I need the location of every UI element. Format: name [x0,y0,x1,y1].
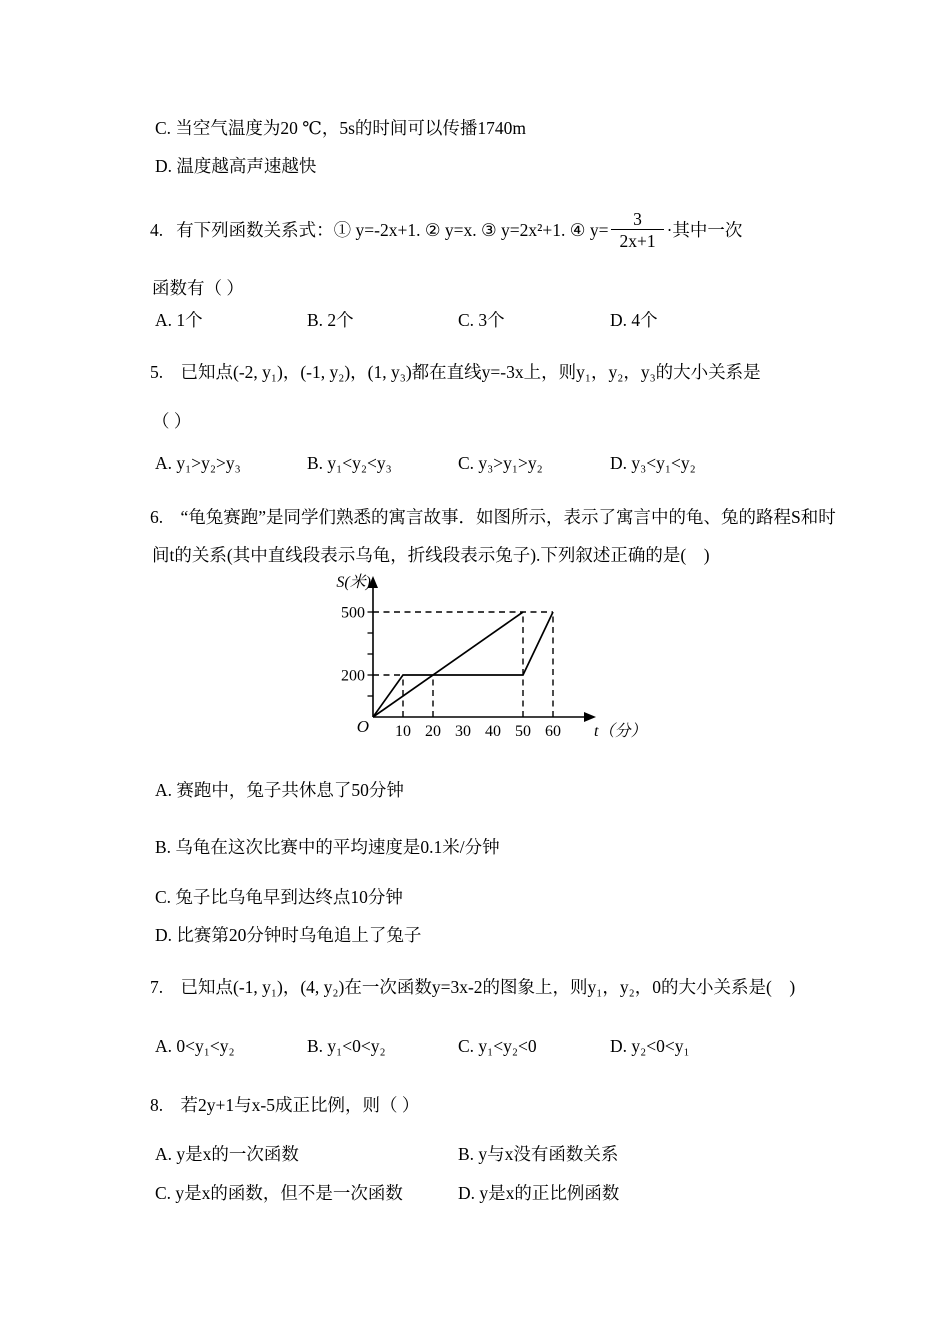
q4-option-a: A. 1个 [155,310,203,330]
q4-fraction-denominator: 2x+1 [611,229,663,251]
q5-number: 5. [150,362,164,382]
q6-option-c: C. 兔子比乌龟早到达终点10分钟 [155,887,403,907]
q8-stem [150,1094,419,1116]
q5-option-d: D. y₃<y₁<y₂ [610,453,696,473]
svg-text:40: 40 [485,723,501,740]
q4-option-d: D. 4个 [610,310,658,330]
q8-option-c: C. y是x的函数，但不是一次函数 [155,1183,403,1203]
svg-text:t（分）: t（分） [594,723,645,740]
svg-text:O: O [356,717,369,736]
q6-option-d: D. 比赛第20分钟时乌龟追上了兔子 [155,925,422,945]
svg-text:S(米): S(米) [336,574,371,591]
svg-text:200: 200 [341,667,365,685]
turtle-rabbit-chart-figure [315,572,645,757]
q6-stem-line2: 间t的关系(其中直线段表示乌龟，折线段表示兔子).下列叙述正确的是( ) [152,545,710,565]
q5-stem-line2: （ ） [152,411,192,431]
q4-option-c: C. 3个 [458,310,505,330]
q8-option-a: A. y是x的一次函数 [155,1144,299,1164]
q4-stem-line2: 函数有（ ） [152,278,244,298]
svg-text:30: 30 [455,723,471,740]
svg-text:60: 60 [545,723,561,740]
svg-text:20: 20 [425,723,441,740]
svg-text:500: 500 [341,604,365,622]
q7-stem [150,976,795,998]
q5-stem-line1: 已知点(-2, y₁)，(-1, y₂)，(1, y₃)都在直线y=-3x上，则y₁，y₂，y₃的大小关系是 [180,362,761,382]
q8-option-b: B. y与x没有函数关系 [458,1144,619,1164]
q8-number: 8. [150,1095,164,1115]
q4-number: 4. [150,220,164,240]
q7-option-c: C. y₁<y₂<0 [458,1036,537,1056]
q7-number: 7. [150,977,164,997]
q3-option-d: D. 温度越高声速越快 [155,156,317,176]
q4-stem-before: 有下列函数关系式：① y=-2x+1. ② y=x. ③ y=2x²+1. ④ y= [176,220,609,240]
q6-option-a: A. 赛跑中，兔子共休息了50分钟 [155,780,404,800]
q5-option-a: A. y₁>y₂>y₃ [155,453,241,473]
q5-option-b: B. y₁<y₂<y₃ [307,453,392,473]
q7-option-b: B. y₁<0<y₂ [307,1036,386,1056]
q5-option-c: C. y₃>y₁>y₂ [458,453,543,473]
q4-option-b: B. 2个 [307,310,354,330]
q7-stem-text: 已知点(-1, y₁)，(4, y₂)在一次函数y=3x-2的图象上，则y₁，y₂，0的大小关系是( ) [180,977,796,997]
q6-option-b: B. 乌龟在这次比赛中的平均速度是0.1米/分钟 [155,837,500,857]
q4-stem [150,202,742,258]
q3-option-c: C. 当空气温度为20 ℃，5s的时间可以传播1740m [155,118,527,138]
svg-text:10: 10 [395,723,411,740]
q7-option-a: A. 0<y₁<y₂ [155,1036,235,1056]
q4-stem-after: ·其中一次 [666,220,743,240]
q8-option-d: D. y是x的正比例函数 [458,1183,620,1203]
q6-stem [150,506,836,528]
distance-time-chart [315,572,645,757]
svg-text:50: 50 [515,723,531,740]
q4-fraction-numerator: 3 [633,208,642,229]
q4-fraction [611,209,663,251]
q7-option-d: D. y₂<0<y₁ [610,1036,690,1056]
q5-stem [150,361,761,383]
q6-stem-line1: “龟兔赛跑”是同学们熟悉的寓言故事．如图所示，表示了寓言中的龟、兔的路程S和时 [180,507,836,527]
q6-number: 6. [150,507,164,527]
q8-stem-text: 若2y+1与x-5成正比例，则（ ） [180,1095,420,1115]
